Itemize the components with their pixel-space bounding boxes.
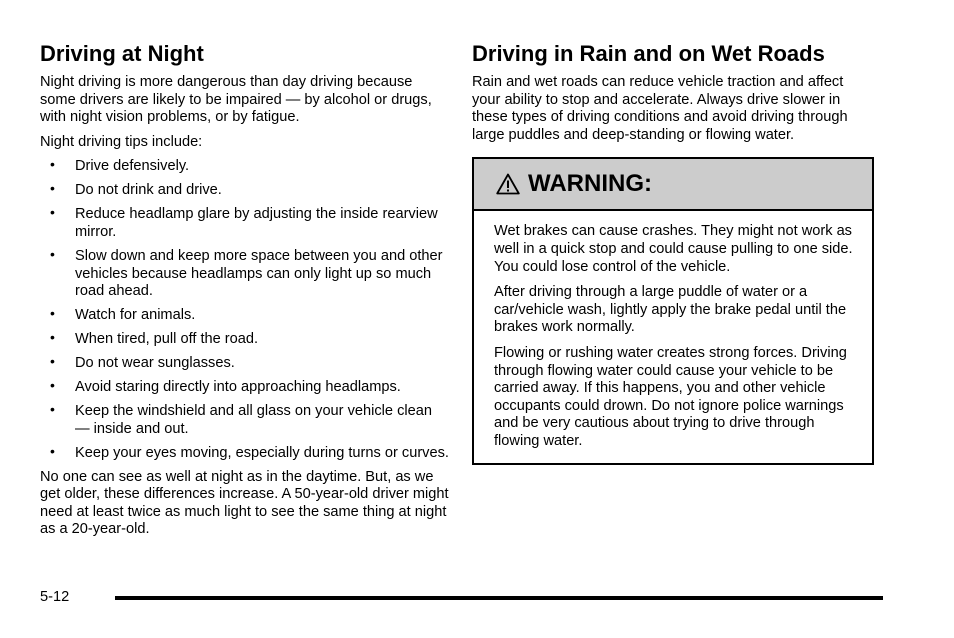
bullet-icon: •: [50, 305, 55, 322]
night-intro-paragraph: Night driving is more dangerous than day driving because some drivers are likely to be impaired — by alcohol or drugs, with night vision problems, or by fatigue.: [40, 74, 432, 126]
night-closing-paragraph: No one can see as well at night as in the daytime. But, as we get older, these differences increase. A 50-year-old driver might need at least twice as much light to see the same thing at night as a 20-year-old.: [40, 468, 449, 538]
driving-at-night-section: [40, 40, 450, 546]
warning-paragraph: Wet brakes can cause crashes. They might not work as well in a quick stop and could cause pulling to one side. You could lose control of the vehicle.: [494, 223, 853, 275]
night-tips-intro: Night driving tips include:: [40, 133, 203, 150]
list-item: • Slow down and keep more space between you and other vehicles because headlamps can only light up so much road ahead.: [50, 245, 443, 300]
bullet-icon: •: [50, 156, 55, 173]
list-item: • Do not wear sunglasses.: [50, 353, 235, 372]
warning-body: [474, 211, 872, 462]
list-item: • Reduce headlamp glare by adjusting the inside rearview mirror.: [50, 204, 438, 240]
section-heading-night: Driving at Night: [40, 41, 204, 66]
rain-intro-paragraph: Rain and wet roads can reduce vehicle traction and affect your ability to stop and accelerate. Always drive slower in these types of driving conditions and avoid driving through large puddles and deep-standing or flowing water.: [472, 74, 848, 143]
list-item: • When tired, pull off the road.: [50, 329, 259, 348]
bullet-icon: •: [50, 353, 55, 370]
list-item: • Keep the windshield and all glass on your vehicle clean — inside and out.: [50, 401, 432, 437]
section-heading-rain: Driving in Rain and on Wet Roads: [472, 41, 825, 66]
warning-paragraph: After driving through a large puddle of water or a car/vehicle wash, lightly apply the brake pedal until the brakes work normally.: [494, 284, 847, 336]
night-tips-list: [40, 158, 450, 462]
warning-box: [472, 157, 874, 464]
warning-paragraph: Flowing or rushing water creates strong forces. Driving through flowing water could cause your vehicle to be carried away. If this happens, you and other vehicle occupants could drown. Do not ignore police warnings and be very cautious about trying to drive through flowing water.: [494, 344, 847, 449]
list-item: • Watch for animals.: [50, 305, 196, 324]
driving-in-rain-section: [472, 40, 874, 465]
list-item: • Drive defensively.: [50, 156, 190, 175]
list-item: • Keep your eyes moving, especially during turns or curves.: [50, 442, 449, 461]
bullet-icon: •: [50, 442, 55, 459]
footer-rule: [115, 596, 883, 600]
list-item: • Do not drink and drive.: [50, 180, 222, 199]
bullet-icon: •: [50, 377, 55, 394]
page-number: 5-12: [40, 589, 70, 605]
bullet-icon: •: [50, 401, 55, 418]
warning-title: WARNING:: [528, 170, 652, 198]
bullet-icon: •: [50, 329, 55, 346]
bullet-icon: •: [50, 204, 55, 221]
warning-triangle-icon: [496, 173, 520, 195]
list-item: • Avoid staring directly into approaching headlamps.: [50, 377, 401, 396]
bullet-icon: •: [50, 180, 55, 197]
bullet-icon: •: [50, 245, 55, 262]
warning-header: [474, 159, 872, 211]
